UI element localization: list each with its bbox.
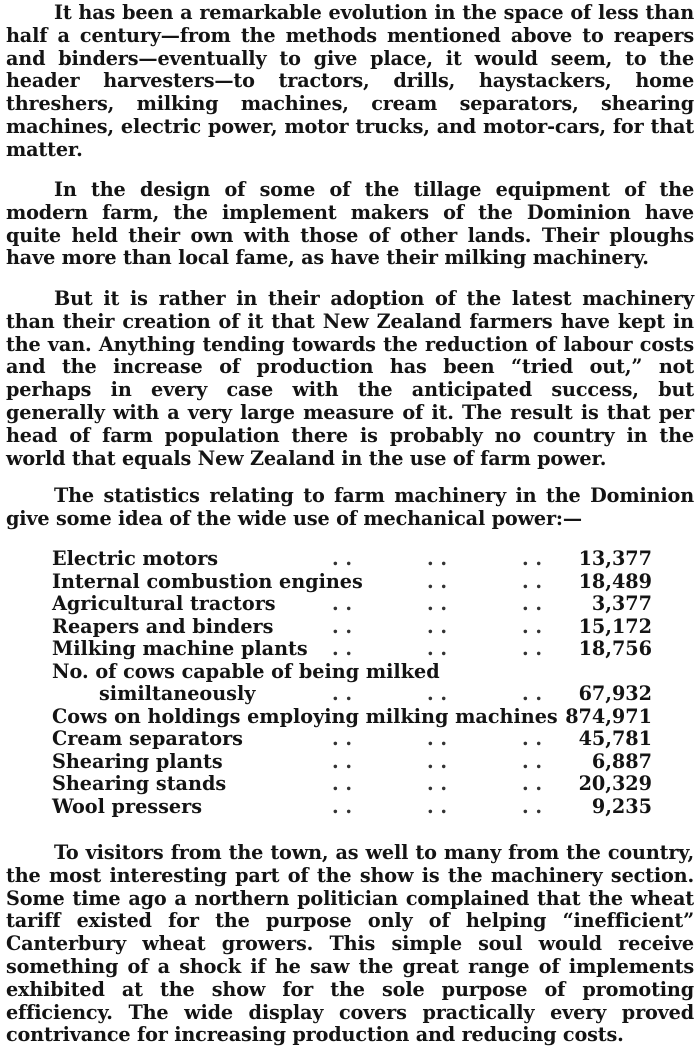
stat-row: [52, 728, 652, 751]
stat-value: 18,756: [578, 637, 652, 660]
stat-value: 6,887: [591, 749, 652, 773]
stat-label: Agricultural tractors: [52, 592, 276, 615]
dot-leader: . . . .: [427, 569, 543, 593]
stat-label: No. of cows capable of being milked: [52, 659, 440, 683]
stat-label: Wool pressers: [52, 794, 203, 818]
stat-label: Milking machine plants: [52, 637, 308, 660]
stat-value: 67,932: [578, 682, 652, 705]
stat-label: similtaneously: [99, 682, 256, 705]
stat-value: 3,377: [591, 592, 652, 615]
stat-value: 13,377: [578, 547, 652, 570]
stat-label: Shearing stands: [52, 772, 227, 795]
stat-value: 9,235: [591, 794, 652, 818]
dot-leader: . . . . . .: [332, 772, 543, 795]
stat-value: 20,329: [578, 772, 652, 795]
dot-leader: . . . . . .: [332, 592, 543, 615]
dot-leader: . . . . . .: [332, 727, 543, 750]
dot-leader: . . . . . .: [332, 749, 543, 773]
stat-value: 874,971: [565, 704, 652, 728]
stat-value: 45,781: [578, 727, 652, 750]
dot-leader: . . . . . .: [332, 637, 543, 660]
stat-row: [52, 683, 652, 706]
stat-label: Shearing plants: [52, 749, 223, 773]
stat-row: [52, 751, 652, 774]
paragraph-statistics-intro: The statistics relating to farm machinery in the Dominion give some idea of the wide use of mechanical power:—: [6, 484, 694, 530]
dot-leader: . . . . . .: [332, 614, 543, 638]
paragraph-tillage-design: In the design of some of the tillage equipment of the modern farm, the implement makers of the Dominion have quite held their own with those of other lands. Their ploughs have more than local fame, as have their milking machinery.: [6, 178, 694, 270]
stat-value: 15,172: [578, 614, 652, 638]
stat-row: [52, 706, 652, 729]
dot-leader: . . . . . .: [332, 547, 543, 570]
stat-label: Reapers and binders: [52, 614, 274, 638]
stat-row: [52, 593, 652, 616]
stat-value: 18,489: [578, 569, 652, 593]
dot-leader: . . . . . .: [332, 794, 543, 818]
paragraph-adoption: But it is rather in their adoption of the latest machinery than their creation of it that New Zealand farmers have kept in the van. Anything tending towards the reduction of labour costs and the increase of production has been “tried out,” not perhaps in every case with the anticipated success, but generally with a very large measure of it. The result is that per head of farm population there is probably no country in the world that equals New Zealand in the use of farm power.: [6, 287, 694, 470]
stat-label: Cream separators: [52, 727, 243, 750]
stat-label: Cows on holdings employing milking machines: [52, 704, 558, 728]
paragraph-evolution: It has been a remarkable evolution in the space of less than half a century—from the methods mentioned above to reapers and binders—eventually to give place, it would seem, to the header harvesters—to tractors, drills, haystackers, home threshers, milking machines, cream separators, shearing machines, electric power, motor trucks, and motor-cars, for that matter.: [6, 1, 694, 161]
stat-row: [52, 548, 652, 571]
dot-leader: . . . . . .: [332, 682, 543, 705]
stat-row: [52, 638, 652, 661]
stat-row: [52, 616, 652, 639]
stat-row: [52, 571, 652, 594]
stat-row: [52, 796, 652, 819]
stat-row: [52, 773, 652, 796]
stat-label: Internal combustion engines: [52, 569, 363, 593]
stat-row: [52, 661, 652, 684]
paragraph-machinery-section: To visitors from the town, as well to many from the country, the most interesting part of the show is the machinery section. Some time ago a northern politician complained that the wheat tariff existed for the purpose only of helping “inefficient” Canterbury wheat growers. This simple soul would receive something of a shock if he saw the great range of implements exhibited at the show for the sole purpose of promoting efficiency. The wide display covers practically every proved contrivance for increasing production and reducing costs.: [6, 841, 694, 1047]
machinery-statistics-table: [52, 548, 652, 818]
stat-label: Electric motors: [52, 547, 219, 570]
